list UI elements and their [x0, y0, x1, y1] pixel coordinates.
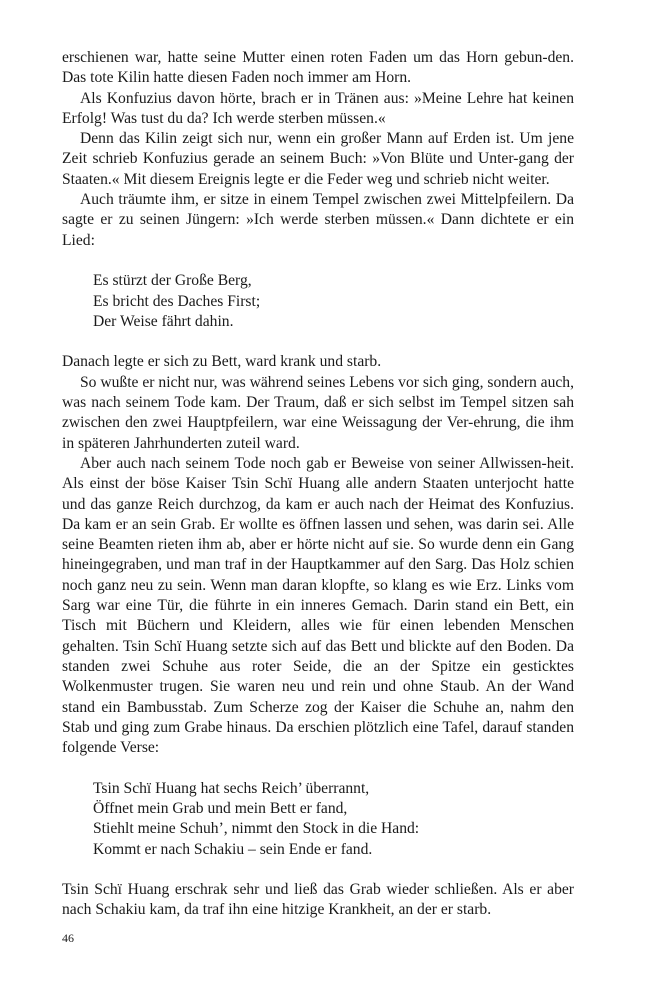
paragraph-3: Denn das Kilin zeigt sich nur, wenn ein großer Mann auf Erden ist. Um jene Zeit schrieb Konfuzius gerade an seinem Buch: »Von Blüte und Unter-gang der Staaten.« Mit diesem Ereignis legte er die Feder weg und schrieb nicht weiter.	[62, 130, 574, 188]
paragraph-7: Aber auch nach seinem Tode noch gab er Beweise von seiner Allwissen-heit. Als einst der böse Kaiser Tsin Schï Huang alle andern Staaten unterjocht hatte und das ganze Reich durchzog, da kam er auch nach der Heimat des Konfuzius. Da kam er an sein Grab. Er wollte es öffnen lassen und sehen, was darin sei. Alle seine Beamten rieten ihm ab, aber er hörte nicht auf sie. So wurde denn ein Gang hineingegraben, und man traf in der Hauptkammer auf den Sarg. Das Holz schien noch ganz neu zu sein. Wenn man daran klopfte, so klang es wie Erz. Links vom Sarg war eine Tür, die führte in ein inneres Gemach. Darin stand ein Bett, ein Tisch mit Büchern und Kleidern, alles wie für einen lebenden Menschen gehalten. Tsin Schï Huang setzte sich auf das Bett und blickte auf den Boden. Da standen zwei Schuhe aus roter Seide, die an der Spitze ein gesticktes Wolkenmuster trugen. Sie waren neu und rein und ohne Staub. An der Wand stand ein Bambusstab. Zum Scherze zog der Kaiser die Schuhe an, nahm den Stab und ging zum Grabe hinaus. Da erschien plötzlich eine Tafel, darauf standen folgende Verse:	[62, 454, 574, 757]
verse-1-line-2: Es bricht des Daches First;	[93, 292, 261, 310]
verse-2-line-3: Stiehlt meine Schuh’, nimmt den Stock in die Hand:	[93, 820, 420, 838]
verse-2-line-1: Tsin Schï Huang hat sechs Reich’ überrannt,	[93, 779, 370, 797]
page-body	[62, 48, 574, 921]
verse-1-line-1: Es stürzt der Große Berg,	[93, 272, 252, 290]
spacer	[62, 758, 574, 778]
paragraph-1: erschienen war, hatte seine Mutter einen roten Faden um das Horn gebun-den. Das tote Kilin hatte diesen Faden noch immer am Horn.	[62, 49, 574, 87]
spacer	[62, 860, 574, 880]
paragraph-5: Danach legte er sich zu Bett, ward krank und starb.	[62, 353, 382, 371]
paragraph-6: So wußte er nicht nur, was während seines Lebens vor sich ging, sondern auch, was nach seinem Tode kam. Der Traum, daß er sich selbst im Tempel sitzen sah zwischen den zwei Hauptpfeilern, war eine Weissagung der Ver-ehrung, die ihm in späteren Jahrhunderten zuteil ward.	[62, 373, 574, 452]
paragraph-4: Auch träumte ihm, er sitze in einem Tempel zwischen zwei Mittelpfeilern. Da sagte er zu seinen Jüngern: »Ich werde sterben müssen.« Dann dichtete er ein Lied:	[62, 191, 574, 249]
verse-2-line-4: Kommt er nach Schakiu – sein Ende er fand.	[93, 840, 373, 858]
spacer	[62, 251, 574, 271]
verse-1-line-3: Der Weise fährt dahin.	[93, 312, 234, 330]
paragraph-2: Als Konfuzius davon hörte, brach er in Tränen aus: »Meine Lehre hat keinen Erfolg! Was tust du da? Ich werde sterben müssen.«	[62, 89, 574, 127]
verse-2-line-2: Öffnet mein Grab und mein Bett er fand,	[93, 799, 348, 817]
spacer	[62, 332, 574, 352]
page-number: 46	[62, 931, 74, 945]
verse-2	[62, 779, 574, 860]
paragraph-closing: Tsin Schï Huang erschrak sehr und ließ das Grab wieder schließen. Als er aber nach Schakiu kam, da traf ihn eine hitzige Krankheit, an der er starb.	[62, 881, 574, 919]
verse-1	[62, 271, 574, 332]
